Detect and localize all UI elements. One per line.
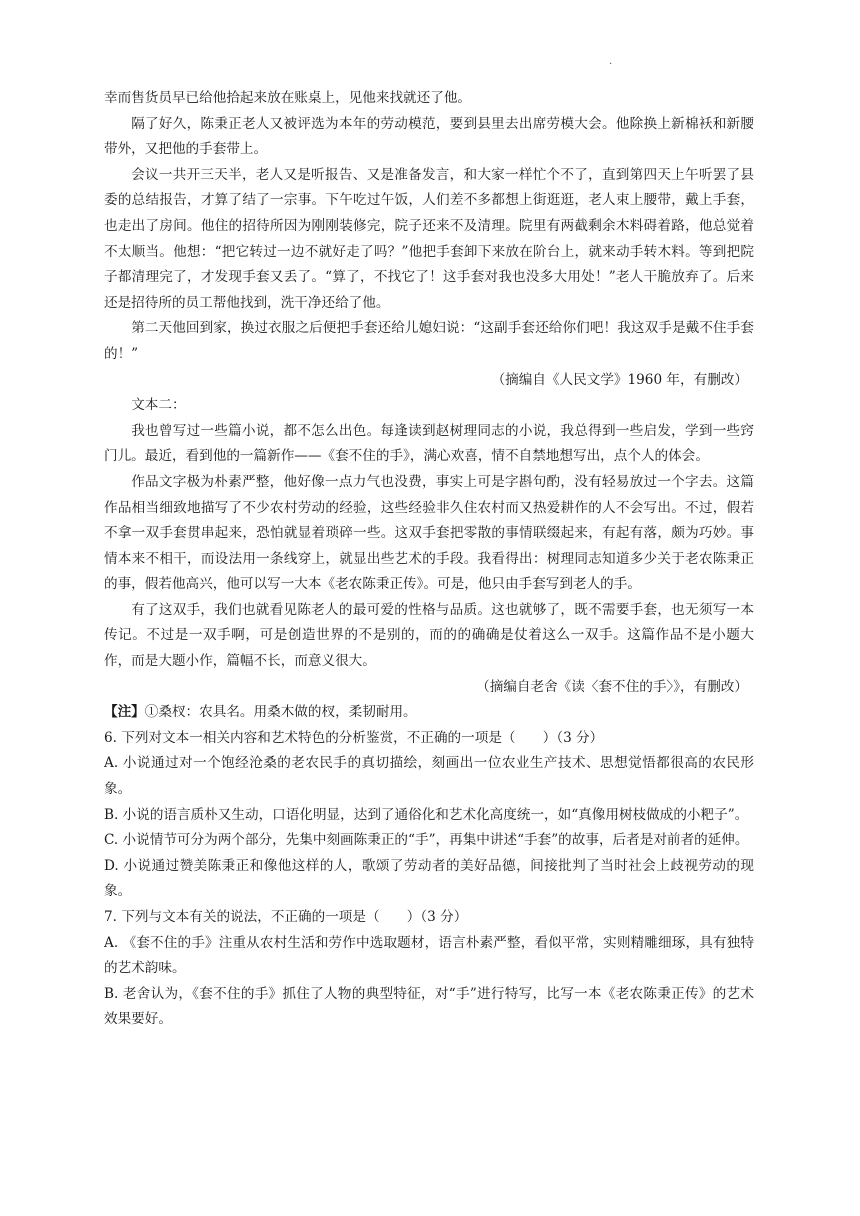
text2-label: 文本二： bbox=[131, 397, 186, 414]
page-mark: · bbox=[609, 59, 613, 70]
page-content bbox=[104, 86, 754, 1033]
text2-source: （摘编自老舍《读〈套不住的手〉》，有删改） bbox=[476, 678, 748, 695]
text1-paragraph: 会议一共开三天半，老人又是听报告、又是准备发言，和大家一样忙个不了，直到第四天上午听罢了县委的总结报告，才算了结了一宗事。下午吃过午饭，人们差不多都想上街逛逛，老人束上腰带，戴上手套，也走出了房间。他住的招待所因为刚刚装修完，院子还来不及清理。院里有两截剩余木料碍着路，他总觉着不太顺当。他想：“把它转过一边不就好走了吗？”他把手套卸下来放在阶台上，就来动手转木料。等到把院子都清理完了，才发现手套又丢了。“算了，不找它了！这手套对我也没多大用处！”老人干脆放弃了。后来还是招待所的员工帮他找到，洗干净还给了他。 bbox=[104, 166, 754, 311]
question-6-stem: 6. 下列对文本一相关内容和艺术特色的分析鉴赏，不正确的一项是（ ）（3 分） bbox=[104, 729, 604, 746]
footnote bbox=[104, 700, 754, 726]
text1-paragraph: 幸而售货员早已给他拾起来放在账桌上，见他来找就还了他。 bbox=[104, 90, 472, 106]
text1-source: （摘编自《人民文学》1960 年，有删改） bbox=[491, 371, 748, 388]
text1-paragraph: 隔了好久，陈秉正老人又被评选为本年的劳动模范，要到县里去出席劳模大会。他除换上新棉袄和新腰带外，又把他的手套带上。 bbox=[104, 115, 754, 158]
text1-paragraph: 第二天他回到家，换过衣服之后便把手套还给儿媳妇说：“这副手套还给你们吧！我这双手是戴不住手套的！” bbox=[104, 320, 754, 362]
text2-paragraph: 作品文字极为朴素严整，他好像一点力气也没费，事实上可是字斟句酌，没有轻易放过一个字去。这篇作品相当细致地描写了不少农村劳动的经验，这些经验非久住农村而又热爱耕作的人不会写出。不过，假若不拿一双手套贯串起来，恐怕就显着琐碎一些。这双手套把零散的事情联缀起来，有起有落，颇为巧妙。事情本来不相干，而设法用一条线穿上，就显出些艺术的手段。我看得出：树理同志知道多少关于老农陈秉正的事，假若他高兴，他可以写一大本《老农陈秉正传》。可是，他只由手套写到老人的手。 bbox=[104, 473, 754, 593]
question-7-stem: 7. 下列与文本有关的说法，不正确的一项是（ ）（3 分） bbox=[104, 909, 468, 925]
question-7-option-a: A. 《套不住的手》注重从农村生活和劳作中选取题材，语言朴素严整，看似平常，实则精雕细琢，具有独特的艺术韵味。 bbox=[104, 934, 754, 977]
footnote-key: 【注】 bbox=[104, 704, 145, 721]
question-6-option-b: B. 小说的语言质朴又生动，口语化明显，达到了通俗化和艺术化高度统一，如“真像用树枝做成的小粑子”。 bbox=[104, 806, 749, 823]
question-7-option-b: B. 老舍认为，《套不住的手》抓住了人物的典型特征，对“手”进行特写，比写一本《老农陈秉正传》的艺术效果要好。 bbox=[104, 985, 754, 1028]
question-6-option-a: A. 小说通过对一个饱经沧桑的老农民手的真切描绘，刻画出一位农业生产技术、思想觉悟都很高的农民形象。 bbox=[104, 755, 754, 798]
footnote-text: ①桑杈：农具名。用桑木做的杈，柔韧耐用。 bbox=[144, 704, 417, 721]
question-6-option-d: D. 小说通过赞美陈秉正和像他这样的人，歌颂了劳动者的美好品德，间接批判了当时社会上歧视劳动的现象。 bbox=[104, 857, 754, 900]
text2-paragraph: 我也曾写过一些篇小说，都不怎么出色。每逢读到赵树理同志的小说，我总得到一些启发，学到一些窍门儿。最近，看到他的一篇新作——《套不住的手》，满心欢喜，情不自禁地想写出，点个人的体会。 bbox=[104, 422, 754, 465]
text2-paragraph: 有了这双手，我们也就看见陈老人的最可爱的性格与品质。这也就够了，既不需要手套，也无须写一本传记。不过是一双手啊，可是创造世界的不是别的，而的的确确是仗着这么一双手。这篇作品不是小题大作，而是大题小作，篇幅不长，而意义很大。 bbox=[104, 601, 754, 670]
question-6-option-c: C. 小说情节可分为两个部分，先集中刻画陈秉正的“手”，再集中讲述“手套”的故事，后者是对前者的延伸。 bbox=[104, 832, 749, 849]
